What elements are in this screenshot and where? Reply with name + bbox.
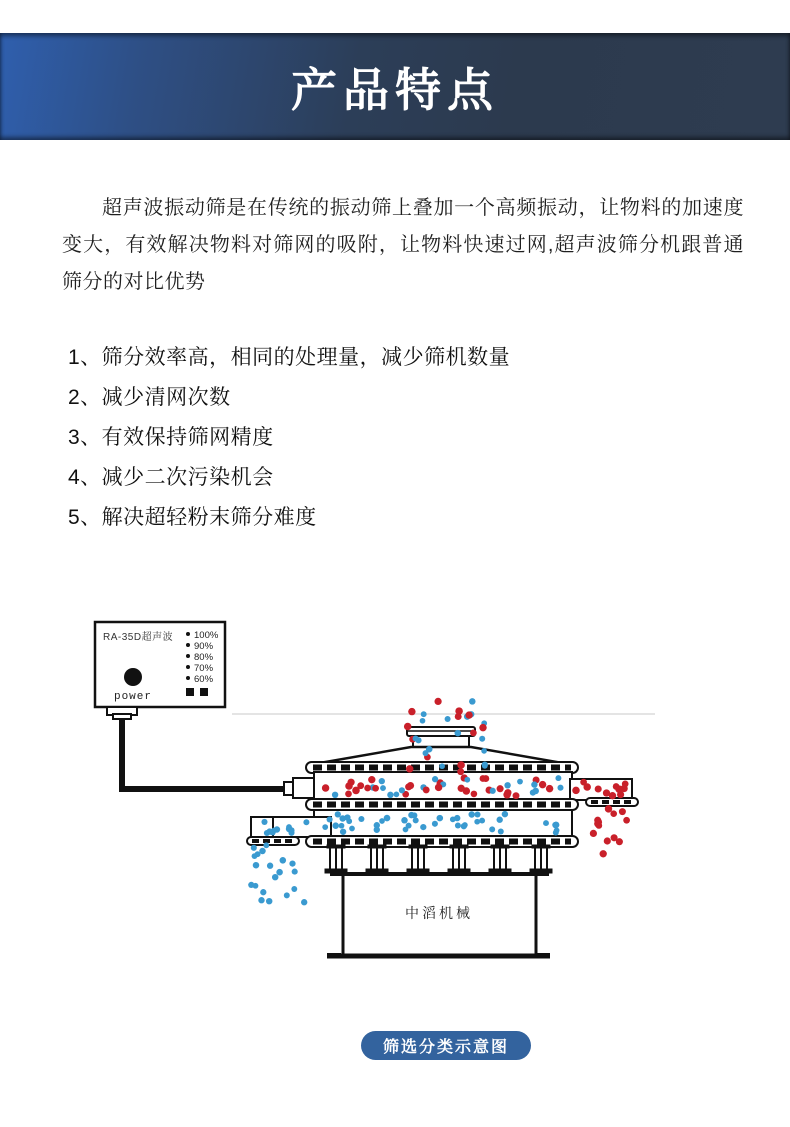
- springs: [325, 845, 552, 873]
- clamp-band-middle: [306, 799, 578, 810]
- section-header-banner: [0, 33, 790, 140]
- intro-paragraph: 超声波振动筛是在传统的振动筛上叠加一个高频振动，让物料的加速度变大，有效解决物料对筛网的吸附，让物料快速过网,超声波筛分机跟普通筛分的对比优势: [62, 197, 744, 293]
- feature-item: 5、解决超轻粉末筛分难度: [68, 506, 317, 529]
- machine-base: [327, 874, 550, 956]
- feature-item: 1、筛分效率高，相同的处理量，减少筛机数量: [68, 346, 511, 369]
- level-label: 60%: [194, 674, 214, 685]
- level-label: 80%: [194, 652, 214, 663]
- indicator-square: [186, 688, 194, 696]
- machine-brand-label: 中滔机械: [405, 905, 473, 921]
- sieve-machine: [247, 727, 638, 956]
- lower-deck: [314, 810, 572, 837]
- page-title: 产品特点: [291, 63, 499, 116]
- controller-model-label: RA-35D超声波: [103, 632, 174, 643]
- cable: [122, 714, 319, 798]
- feature-item: 3、有效保持筛网精度: [68, 426, 274, 449]
- sieve-schematic-diagram: [0, 595, 790, 990]
- power-label: power: [113, 691, 153, 703]
- power-button-icon: [124, 668, 142, 686]
- feature-list: [68, 338, 688, 538]
- level-label: 100%: [194, 630, 219, 641]
- indicator-square: [200, 688, 208, 696]
- level-label: 70%: [194, 663, 214, 674]
- caption-pill: 筛选分类示意图: [361, 1031, 531, 1060]
- feature-item: 2、减少清网次数: [68, 386, 231, 409]
- level-label: 90%: [194, 641, 214, 652]
- controller-box: [95, 622, 225, 719]
- feature-item: 4、减少二次污染机会: [68, 466, 274, 489]
